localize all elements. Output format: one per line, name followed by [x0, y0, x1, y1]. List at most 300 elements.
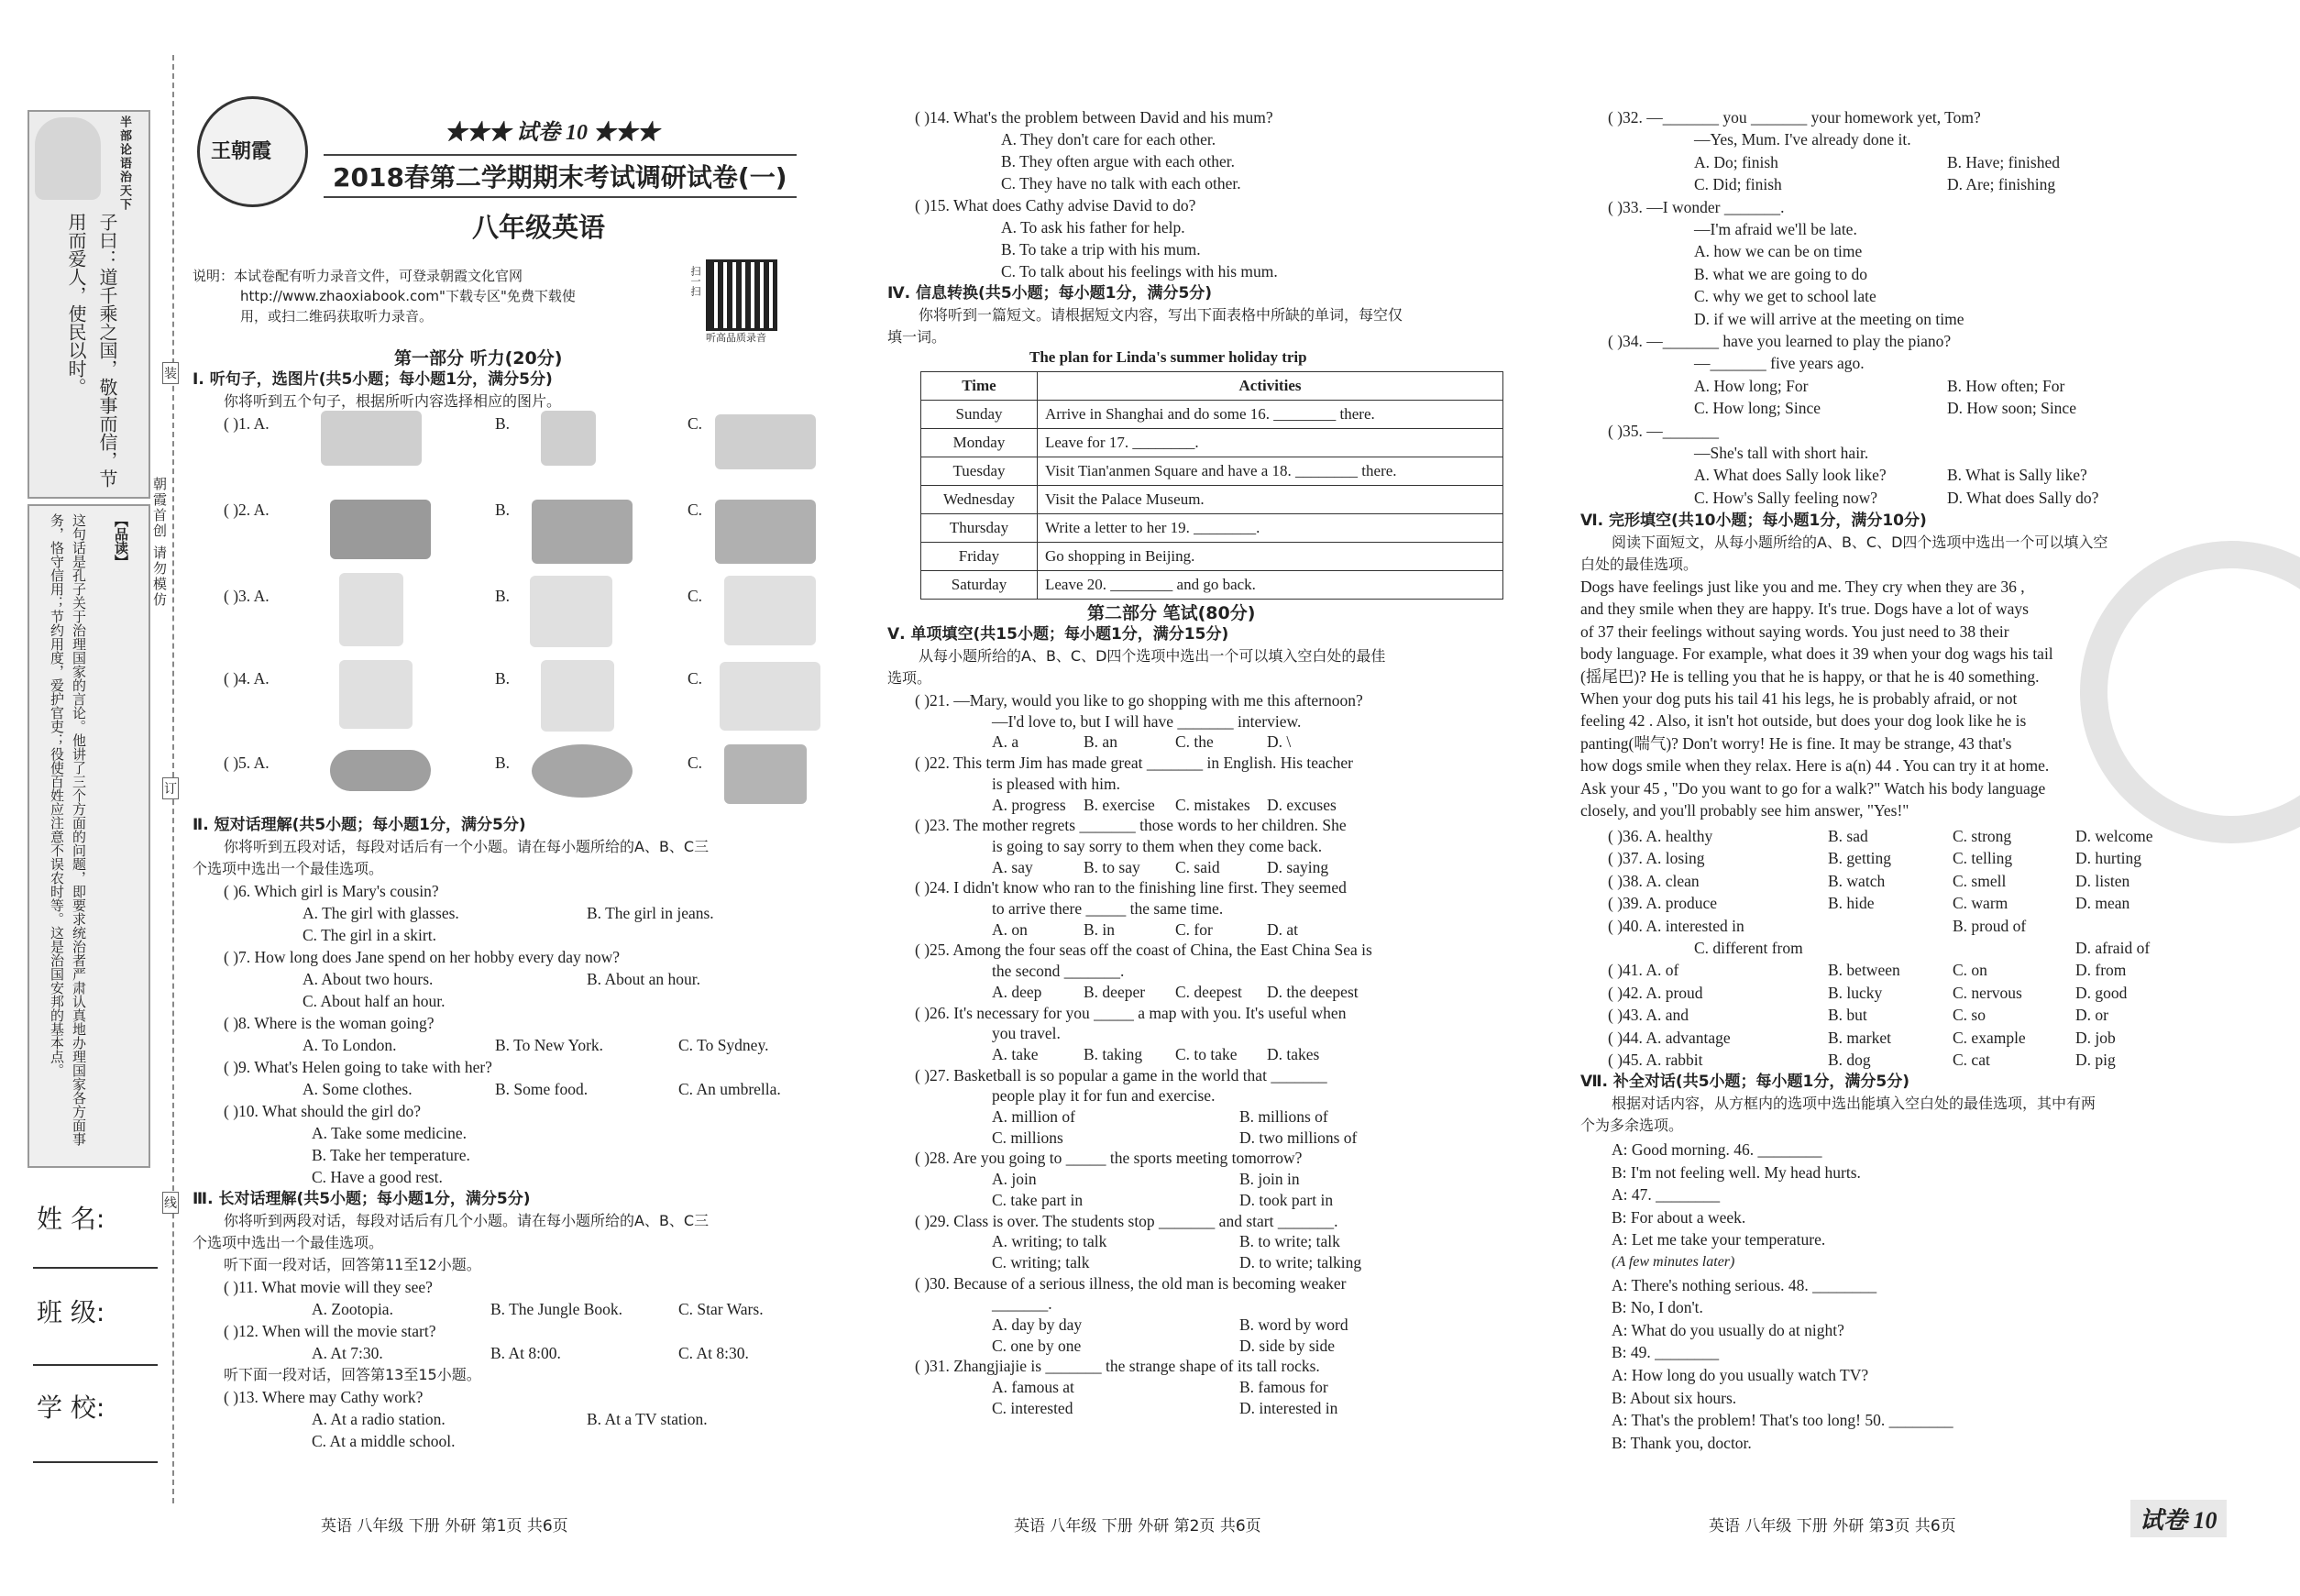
star-icon: ★★★ [445, 121, 516, 145]
sec3-sub-2: 听下面一段对话，回答第13至15小题。 [224, 1366, 481, 1383]
boy-reading-picture[interactable] [541, 660, 614, 732]
passage-line: panting(喘气)? Don't worry! He is fine. It may be strange, 43 that's [1580, 733, 2012, 753]
cloze-option-d[interactable]: D. from [2075, 961, 2127, 980]
cloze-option-c[interactable]: C. cat [1953, 1051, 1990, 1069]
cut-label-1: 装 [162, 362, 179, 384]
sec2-title: Ⅱ. 短对话理解(共5小题；每小题1分，满分5分) [193, 816, 526, 834]
sec7-intro-1: 根据对话内容，从方框内的选项中选出能填入空白处的最佳选项，其中有两 [1612, 1095, 2096, 1112]
piano-picture[interactable] [724, 576, 816, 645]
passage-line: Ask your 45 , "Do you want to go for a walk?" Watch his body language [1580, 778, 2046, 798]
question-6: ( )6. Which girl is Mary's cousin? [224, 882, 439, 900]
cloze-option-d[interactable]: D. listen [2075, 871, 2130, 890]
option-c[interactable]: C. How's Sally feeling now? [1694, 488, 1878, 507]
table-title: The plan for Linda's summer holiday trip [1029, 348, 1307, 366]
q15-option-b[interactable]: B. To take a trip with his mum. [1001, 240, 1201, 259]
cloze-option-c[interactable]: B. proud of [1953, 916, 2027, 935]
pic-row-3-b: B. [495, 587, 511, 605]
table-row [921, 486, 1503, 514]
table-cell-day: Tuesday [921, 457, 1038, 486]
table-cell-activity: Leave 20. ________ and go back. [1038, 571, 1503, 600]
cloze-option-d[interactable]: D. welcome [2075, 827, 2153, 845]
question-stem: ( )27. Basketball is so popular a game in the world that _______ [915, 1065, 1327, 1084]
option-c[interactable]: C. millions [992, 1128, 1063, 1147]
option-a[interactable]: A. How long; For [1694, 376, 1809, 395]
dialogue-line: B: Thank you, doctor. [1612, 1433, 1752, 1452]
q15-option-c[interactable]: C. To talk about his feelings with his mum. [1001, 262, 1278, 281]
cloze-option-c[interactable]: C. smell [1953, 871, 2007, 890]
q12-option-c[interactable]: C. At 8:30. [678, 1344, 749, 1362]
statue-picture[interactable] [541, 411, 596, 466]
cloze-question: ( )38. A. clean [1608, 871, 1700, 890]
passage-line: of 37 their feelings without saying words. You just need to 38 their [1580, 622, 2009, 641]
question-stem: ( )30. Because of a serious illness, the old man is becoming weaker [915, 1273, 1347, 1293]
cloze-option-b[interactable]: B. lucky [1828, 983, 1883, 1002]
animals-picture[interactable] [720, 662, 820, 731]
qr-side-text: 扫一扫 [689, 266, 701, 296]
cloze-question: ( )39. A. produce [1608, 894, 1718, 913]
name-label: 姓 名: [37, 1204, 105, 1234]
question-8: ( )8. Where is the woman going? [224, 1014, 435, 1032]
q13-option-b[interactable]: B. At a TV station. [587, 1410, 708, 1428]
table-row [921, 457, 1503, 486]
pic-row-4-b: B. [495, 669, 511, 688]
option-d[interactable]: D. How soon; Since [1947, 399, 2076, 418]
passage-line: closely, and you'll probably see him answer, "Yes!" [1580, 801, 1909, 820]
option-a[interactable]: A. take [992, 1044, 1039, 1063]
pic-row-1-b: B. [495, 414, 511, 433]
dialogue-line: A: That's the problem! That's too long! 50. ________ [1612, 1411, 1953, 1430]
option-b[interactable]: B. word by word [1239, 1315, 1348, 1334]
cloze-question: ( )45. A. rabbit [1608, 1051, 1703, 1069]
question-stem: —Yes, Mum. I've already done it. [1694, 130, 1911, 149]
option-d[interactable]: D. takes [1267, 1044, 1320, 1063]
school-field[interactable] [33, 1461, 158, 1463]
option-c[interactable]: C. for [1175, 919, 1213, 939]
sec3-sub-1: 听下面一段对话，回答第11至12小题。 [224, 1256, 481, 1273]
table-cell-activity: Visit Tian'anmen Square and have a 18. ________ there. [1038, 457, 1503, 486]
page-2 [887, 0, 1529, 1596]
cloze-option-d[interactable]: D. pig [2075, 1051, 2116, 1069]
paper-tag-label: 试卷 10 [516, 121, 588, 145]
q8-option-b[interactable]: B. To New York. [495, 1036, 604, 1054]
pic-row-2-num: ( )2. A. [224, 501, 270, 519]
cloze-option-c[interactable]: C. nervous [1953, 983, 2022, 1002]
confucius-figure [35, 117, 101, 200]
option-b[interactable]: B. What is Sally like? [1947, 466, 2087, 485]
table-row [921, 401, 1503, 429]
table-row [921, 543, 1503, 571]
table-cell-day: Sunday [921, 401, 1038, 429]
sec6-intro-1: 阅读下面短文，从每小题所给的A、B、C、D四个选项中选出一个可以填入空 [1612, 534, 2108, 551]
cut-label-3: 线 [162, 1192, 179, 1214]
passage-line: how dogs smile when they relax. Here is a(n) 44 . You can try it at home. [1580, 756, 2050, 776]
sec7-title: Ⅶ. 补全对话(共5小题；每小题1分，满分5分) [1580, 1073, 1909, 1091]
question-stem: —She's tall with short hair. [1694, 444, 1869, 462]
option-a[interactable]: A. on [992, 919, 1028, 939]
cloze-option-b[interactable]: B. but [1828, 1006, 1867, 1025]
cloze-question: ( )37. A. losing [1608, 849, 1705, 868]
option-d[interactable]: D. the deepest [1267, 982, 1359, 1001]
cloze-option-c[interactable]: C. warm [1953, 894, 2008, 913]
temple-picture[interactable] [532, 500, 633, 564]
question-stem: ( )26. It's necessary for you _____ a map with you. It's useful when [915, 1003, 1347, 1022]
dialogue-line: B: For about a week. [1612, 1207, 1746, 1227]
dialogue-line: B: No, I don't. [1612, 1298, 1703, 1317]
school-label: 学 校: [37, 1392, 105, 1423]
question-stem: ( )24. I didn't know who ran to the finishing line first. They seemed [915, 878, 1347, 897]
question-stem: ( )28. Are you going to _____ the sports meeting tomorrow? [915, 1149, 1303, 1168]
q8-option-c[interactable]: C. To Sydney. [678, 1036, 769, 1054]
q9-option-b[interactable]: B. Some food. [495, 1080, 589, 1098]
dialogue-line: A: Good morning. 46. ________ [1612, 1140, 1822, 1159]
question-stem: ( )29. Class is over. The students stop _______ and start _______. [915, 1211, 1338, 1230]
option-a[interactable]: A. famous at [992, 1378, 1074, 1397]
paper-tag [445, 114, 659, 146]
page1-footer: 英语 八年级 下册 外研 第1页 共6页 [321, 1517, 568, 1535]
question-stem: ( )31. Zhangjiajie is _______ the strange shape of its tall rocks. [915, 1357, 1320, 1376]
option-a[interactable]: A. day by day [992, 1315, 1083, 1334]
option-b[interactable]: B. deeper [1084, 982, 1146, 1001]
dialogue-line: B: About six hours. [1612, 1388, 1737, 1407]
question-15: ( )15. What does Cathy advise David to do? [915, 196, 1196, 215]
part1-title: 第一部分 听力(20分) [394, 348, 563, 369]
pic-row-5-num: ( )5. A. [224, 754, 270, 772]
option-a[interactable]: A. say [992, 857, 1033, 876]
pic-row-2-c: C. [688, 501, 703, 519]
option-d[interactable]: D. What does Sally do? [1947, 488, 2099, 507]
option-d[interactable]: D. \ [1267, 732, 1292, 752]
dialogue-line: B: I'm not feeling well. My head hurts. [1612, 1162, 1861, 1182]
option-a[interactable]: A. a [992, 732, 1019, 752]
option-d[interactable]: D. at [1267, 919, 1299, 939]
tiananmen-picture[interactable] [715, 500, 816, 564]
option-b[interactable]: B. in [1084, 919, 1116, 939]
cloze-option-d[interactable]: D. afraid of [2075, 939, 2151, 957]
cloze-option-d[interactable]: D. job [2075, 1028, 2116, 1047]
option-d[interactable]: D. Are; finishing [1947, 175, 2056, 194]
class-field[interactable] [33, 1364, 158, 1366]
option-d[interactable]: D. excuses [1267, 795, 1337, 814]
option-b[interactable]: B. join in [1239, 1170, 1300, 1189]
q14-option-b[interactable]: B. They often argue with each other. [1001, 152, 1235, 171]
sec4-intro-1: 你将听到一篇短文。请根据短文内容，写出下面表格中所缺的单词，每空仅 [919, 306, 1403, 324]
option-d[interactable]: D. interested in [1239, 1398, 1338, 1417]
cloze-question: ( )41. A. of [1608, 961, 1679, 980]
table-cell-day: Friday [921, 543, 1038, 571]
cloze-option-d[interactable]: D. mean [2075, 894, 2130, 913]
page3-footer: 英语 八年级 下册 外研 第3页 共6页 [1709, 1517, 1956, 1535]
cloze-question: ( )40. A. interested in [1608, 916, 1744, 935]
q12-option-a[interactable]: A. At 7:30. [312, 1344, 383, 1362]
question-stem: ( )23. The mother regrets _______ those words to her children. She [915, 816, 1347, 835]
option-b[interactable]: B. Have; finished [1947, 152, 2060, 171]
pic-row-3-num: ( )3. A. [224, 587, 270, 605]
cloze-question: ( )42. A. proud [1608, 983, 1703, 1002]
question-stem: ( )32. —_______ you _______ your homework yet, Tom? [1608, 108, 1981, 127]
cloze-option-d[interactable]: D. good [2075, 983, 2128, 1002]
note-line-2: http://www.zhaoxiabook.com"下载专区"免费下载使 [240, 288, 576, 304]
option-b[interactable]: B. How often; For [1947, 376, 2065, 395]
table-cell-day: Monday [921, 429, 1038, 457]
table-row [921, 514, 1503, 543]
option-a[interactable]: A. What does Sally look like? [1694, 466, 1887, 485]
option-d[interactable]: D. took part in [1239, 1190, 1334, 1209]
q9-option-c[interactable]: C. An umbrella. [678, 1080, 781, 1098]
note-line-1: 说明：本试卷配有听力录音文件，可登录朝霞文化官网 [193, 268, 523, 284]
question-stem: ( )22. This term Jim has made great _______ in English. His teacher [915, 754, 1353, 773]
option-b[interactable]: B. to write; talk [1239, 1232, 1340, 1251]
q10-option-c[interactable]: C. Have a good rest. [312, 1168, 443, 1186]
option-d[interactable]: D. saying [1267, 857, 1329, 876]
car-picture[interactable] [715, 414, 816, 469]
cloze-question: ( )44. A. advantage [1608, 1028, 1731, 1047]
cloze-option-c[interactable]: C. telling [1953, 849, 2013, 868]
question-stem: ( )21. —Mary, would you like to go shopping with me this afternoon? [915, 691, 1363, 710]
cloze-option-c[interactable]: C. so [1953, 1006, 1986, 1025]
option-a[interactable]: A. million of [992, 1107, 1075, 1126]
question-7: ( )7. How long does Jane spend on her hobby every day now? [224, 948, 621, 966]
sec4-title: Ⅳ. 信息转换(共5小题；每小题1分，满分5分) [887, 284, 1213, 303]
passage-line: Dogs have feelings just like you and me. They cry when they are 36 , [1580, 578, 2025, 596]
pic-row-1-c: C. [688, 414, 703, 433]
cloze-option-d[interactable]: D. or [2075, 1006, 2108, 1025]
exam-title: 2018春第二学期期末考试调研试卷(一) [324, 154, 797, 198]
table-cell-activity: Leave for 17. ________. [1038, 429, 1503, 457]
question-stem: the second _______. [992, 962, 1125, 981]
question-13: ( )13. Where may Cathy work? [224, 1388, 424, 1406]
dialogue-line: B: 49. ________ [1612, 1343, 1720, 1362]
option-c[interactable]: C. why we get to school late [1694, 287, 1876, 306]
question-9: ( )9. What's Helen going to take with her? [224, 1058, 492, 1076]
option-d[interactable]: D. to write; talking [1239, 1252, 1362, 1271]
sec3-intro-1: 你将听到两段对话，每段对话后有几个小题。请在每小题所给的A、B、C三 [224, 1212, 710, 1229]
table-cell-day: Thursday [921, 514, 1038, 543]
option-b[interactable]: B. to say [1084, 857, 1140, 876]
part2-title: 第二部分 笔试(80分) [1087, 603, 1256, 623]
footer-tag: 试卷 10 [2130, 1500, 2227, 1537]
question-stem: ( )25. Among the four seas off the coast of China, the East China Sea is [915, 941, 1372, 960]
table-cell-activity: Go shopping in Beijing. [1038, 543, 1503, 571]
sec6-intro-2: 白处的最佳选项。 [1580, 556, 1699, 573]
sec5-title: Ⅴ. 单项填空(共15小题；每小题1分，满分15分) [887, 625, 1229, 644]
sec2-intro-2: 个选项中选出一个最佳选项。 [193, 860, 384, 877]
cloze-option-c[interactable]: C. strong [1953, 827, 2012, 845]
name-field[interactable] [33, 1267, 158, 1269]
cloze-option-b[interactable]: B. market [1828, 1028, 1892, 1047]
plan-table [920, 371, 1503, 600]
option-c[interactable]: C. the [1175, 732, 1214, 752]
q14-option-a[interactable]: A. They don't care for each other. [1001, 130, 1216, 149]
table-cell-activity: Arrive in Shanghai and do some 16. ________ there. [1038, 401, 1503, 429]
option-d[interactable]: D. two millions of [1239, 1128, 1358, 1147]
question-stem: to arrive there _____ the same time. [992, 899, 1224, 918]
star-icon: ★★★ [588, 121, 659, 145]
motto-text: 子曰：道千乘之国，敬事而信，节用而爱人，使民以时。 [65, 213, 118, 488]
option-a[interactable]: A. Do; finish [1694, 152, 1778, 171]
question-stem: —I'm afraid we'll be late. [1694, 220, 1857, 238]
qr-code[interactable] [706, 259, 777, 331]
question-stem: —_______ five years ago. [1694, 354, 1865, 373]
option-c[interactable]: C. writing; talk [992, 1252, 1090, 1271]
passage-line: When your dog puts his tail 41 his legs, he is probably afraid, or not [1580, 689, 2018, 708]
exam-subtitle: 八年级英语 [472, 212, 606, 243]
cut-label-2: 订 [162, 777, 179, 799]
q14-option-c[interactable]: C. They have no talk with each other. [1001, 174, 1241, 193]
question-stem: people play it for fun and exercise. [992, 1086, 1216, 1106]
girl-singing-picture[interactable] [530, 576, 612, 647]
table-header-time: Time [921, 372, 1038, 401]
pic-row-3-c: C. [688, 587, 703, 605]
pic-row-4-num: ( )4. A. [224, 669, 270, 688]
question-11: ( )11. What movie will they see? [224, 1278, 433, 1296]
question-14: ( )14. What's the problem between David and his mum? [915, 108, 1273, 127]
pic-row-1-num: ( )1. A. [224, 414, 270, 433]
option-c[interactable]: C. How long; Since [1694, 399, 1821, 418]
option-a[interactable]: A. writing; to talk [992, 1232, 1107, 1251]
q9-option-a[interactable]: A. Some clothes. [303, 1080, 413, 1098]
option-a[interactable]: A. how we can be on time [1694, 242, 1863, 261]
cloze-option-b[interactable]: B. sad [1828, 827, 1868, 845]
dialogue-line: A: There's nothing serious. 48. ________ [1612, 1275, 1877, 1294]
question-stem: you travel. [992, 1024, 1061, 1043]
q6-option-b[interactable]: B. The girl in jeans. [587, 904, 714, 922]
question-stem: ( )34. —_______ have you learned to play the piano? [1608, 332, 1952, 350]
cloze-option-c[interactable]: C. example [1953, 1028, 2026, 1047]
option-b[interactable]: B. famous for [1239, 1378, 1328, 1397]
sec2-intro-1: 你将听到五段对话，每段对话后有一个小题。请在每小题所给的A、B、C三 [224, 838, 710, 855]
sec1-title: Ⅰ. 听句子，选图片(共5小题；每小题1分，满分5分) [193, 370, 553, 389]
ship-picture[interactable] [321, 411, 422, 466]
table-cell-day: Wednesday [921, 486, 1038, 514]
painting-picture[interactable] [339, 660, 413, 729]
cloze-option-d[interactable]: D. hurting [2075, 849, 2141, 868]
table-cell-activity: Write a letter to her 19. ________. [1038, 514, 1503, 543]
option-c[interactable]: C. interested [992, 1398, 1073, 1417]
option-c[interactable]: C. deepest [1175, 982, 1242, 1001]
q11-option-c[interactable]: C. Star Wars. [678, 1300, 764, 1318]
table-header-row [921, 372, 1503, 401]
table-cell-day: Saturday [921, 571, 1038, 600]
dialogue-line: A: Let me take your temperature. [1612, 1230, 1826, 1249]
q13-option-a[interactable]: A. At a radio station. [312, 1410, 446, 1428]
pizza-picture[interactable] [532, 744, 633, 798]
q7-option-a[interactable]: A. About two hours. [303, 970, 434, 988]
table-row [921, 571, 1503, 600]
q8-option-a[interactable]: A. To London. [303, 1036, 397, 1054]
zongzi-picture[interactable] [724, 744, 807, 804]
option-c[interactable]: C. take part in [992, 1190, 1084, 1209]
question-stem: is pleased with him. [992, 774, 1120, 793]
dialogue-line: A: How long do you usually watch TV? [1612, 1366, 1869, 1384]
option-a[interactable]: A. join [992, 1170, 1037, 1189]
pindu-text: 这句话是孔子关于治理国家的言论。他讲了三个方面的问题，即要求统治者严肃认真地办理国家各方面事务，恪守信用；节约用度，爱护官吏；役使百姓应注意不误农时等。这是治国安邦的基本点。 [49, 513, 87, 1146]
q7-option-c[interactable]: C. About half an hour. [303, 992, 446, 1010]
q10-option-a[interactable]: A. Take some medicine. [312, 1124, 468, 1142]
q6-option-a[interactable]: A. The girl with glasses. [303, 904, 459, 922]
page-1 [193, 0, 834, 1596]
q10-option-b[interactable]: B. Take her temperature. [312, 1146, 470, 1164]
left-sidebar [28, 110, 156, 1183]
question-stem: ( )35. —_______ [1608, 421, 1720, 440]
cloze-question: ( )43. A. and [1608, 1006, 1689, 1025]
option-b[interactable]: B. millions of [1239, 1107, 1328, 1126]
question-10: ( )10. What should the girl do? [224, 1102, 421, 1120]
option-d[interactable]: D. side by side [1239, 1336, 1336, 1355]
q15-option-a[interactable]: A. To ask his father for help. [1001, 218, 1185, 237]
bread-picture[interactable] [330, 750, 431, 791]
cloze-option-b[interactable]: B. hide [1828, 894, 1875, 913]
sec5-intro-1: 从每小题所给的A、B、C、D四个选项中选出一个可以填入空白处的最佳 [919, 647, 1386, 665]
option-b[interactable]: B. taking [1084, 1044, 1143, 1063]
cloze-question: ( )36. A. healthy [1608, 827, 1713, 845]
cloze-option-b[interactable]: B. between [1828, 961, 1900, 980]
pic-row-2-b: B. [495, 501, 511, 519]
sec1-intro: 你将听到五个句子，根据所听内容选择相应的图片。 [224, 392, 562, 410]
option-c[interactable]: C. to take [1175, 1044, 1238, 1063]
q13-option-c[interactable]: C. At a middle school. [312, 1432, 456, 1450]
table-row [921, 429, 1503, 457]
class-label: 班 级: [37, 1297, 105, 1327]
sec4-intro-2: 填一词。 [887, 328, 947, 346]
option-c[interactable]: C. mistakes [1175, 795, 1250, 814]
q7-option-b[interactable]: B. About an hour. [587, 970, 700, 988]
pic-row-4-c: C. [688, 669, 703, 688]
cloze-option-b[interactable]: C. different from [1694, 939, 1803, 957]
page2-footer: 英语 八年级 下册 外研 第2页 共6页 [1014, 1517, 1261, 1535]
option-b[interactable]: B. an [1084, 732, 1117, 752]
sec3-intro-2: 个选项中选出一个最佳选项。 [193, 1234, 384, 1251]
question-stem: _______. [992, 1294, 1052, 1314]
table-cell-activity: Visit the Palace Museum. [1038, 486, 1503, 514]
option-c[interactable]: C. said [1175, 857, 1220, 876]
option-b[interactable]: B. exercise [1084, 795, 1155, 814]
sec5-intro-2: 选项。 [887, 669, 932, 687]
cloze-option-b[interactable]: B. watch [1828, 871, 1886, 890]
option-a[interactable]: A. progress [992, 795, 1066, 814]
q6-option-c[interactable]: C. The girl in a skirt. [303, 926, 436, 944]
girl-dancing-picture[interactable] [339, 573, 403, 646]
qr-caption: 听高品质录音 [706, 332, 766, 344]
cloze-option-c[interactable]: C. on [1953, 961, 1987, 980]
option-b[interactable]: B. what we are going to do [1694, 264, 1868, 283]
table-header-activities: Activities [1038, 372, 1503, 401]
q11-option-b[interactable]: B. The Jungle Book. [490, 1300, 623, 1318]
question-stem: —I'd love to, but I will have _______ interview. [992, 711, 1302, 731]
sec7-intro-2: 个为多余选项。 [1580, 1117, 1684, 1134]
question-stem: is going to say sorry to them when they come back. [992, 836, 1323, 855]
q11-option-a[interactable]: A. Zootopia. [312, 1300, 393, 1318]
option-d[interactable]: D. if we will arrive at the meeting on time [1694, 309, 1964, 328]
cloze-option-b[interactable]: B. getting [1828, 849, 1892, 868]
sec3-title: Ⅲ. 长对话理解(共5小题；每小题1分，满分5分) [193, 1190, 531, 1208]
dialogue-line: A: 47. ________ [1612, 1185, 1721, 1205]
passage-line: (摇尾巴)? He is telling you that he is happy, or that he is 40 something. [1580, 666, 2040, 686]
dialogue-line: A: What do you usually do at night? [1612, 1320, 1844, 1339]
q12-option-b[interactable]: B. At 8:00. [490, 1344, 561, 1362]
option-a[interactable]: A. deep [992, 982, 1042, 1001]
passage-line: feeling 42 . Also, it isn't hot outside, but does your dog look like he is [1580, 711, 2027, 731]
option-c[interactable]: C. one by one [992, 1336, 1082, 1355]
note-line-3: 用，或扫二维码获取听力录音。 [240, 308, 434, 325]
dialogue-line: (A few minutes later) [1612, 1254, 1735, 1270]
option-c[interactable]: C. Did; finish [1694, 175, 1782, 194]
passage-line: body language. For example, what does it 39 when your dog wags his tail [1580, 644, 2053, 664]
cut-note: 朝霞首创 请勿模仿 [151, 477, 168, 608]
sec6-title: Ⅵ. 完形填空(共10小题；每小题1分，满分10分) [1580, 512, 1927, 530]
cloze-option-b[interactable]: B. dog [1828, 1051, 1871, 1069]
great-wall-picture[interactable] [330, 500, 431, 559]
pic-row-5-c: C. [688, 754, 703, 772]
